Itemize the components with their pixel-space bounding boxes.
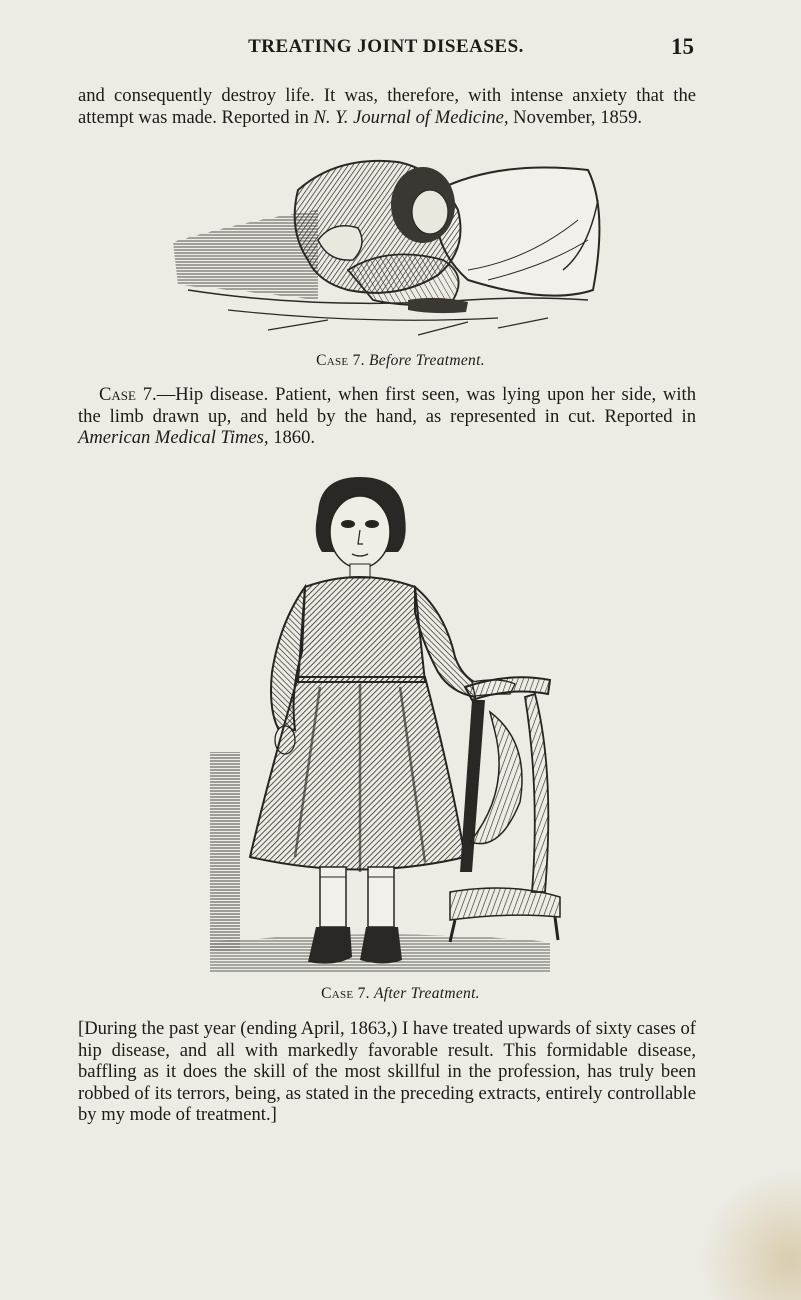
paper-stain: [700, 1170, 801, 1300]
journal-title: American Medical Times,: [78, 427, 269, 448]
caption-label: Case 7.: [316, 352, 365, 369]
after-treatment-illustration: [210, 472, 580, 982]
page-number: 15: [671, 34, 694, 59]
case-label: Case 7.: [99, 384, 157, 405]
paragraph-intro: [78, 85, 696, 128]
paragraph-intro-text: and consequently destroy life. It was, therefore, with intense anxiety that the attempt was made. Reported in: [78, 85, 696, 128]
before-treatment-illustration: [168, 150, 608, 345]
running-title: TREATING JOINT DISEASES.: [248, 36, 524, 57]
paragraph-case-text: —Hip disease. Patient, when first seen, was lying upon her side, with the limb drawn up, and held by the hand, as represented in cut. Reported in: [78, 384, 696, 427]
caption-label: Case 7.: [321, 985, 370, 1002]
caption-title: Before Treatment.: [369, 352, 485, 369]
paragraph-case-tail: 1860.: [268, 427, 316, 448]
page-header: [78, 36, 694, 66]
figure-caption-after: [0, 985, 801, 1003]
paragraph-case: [78, 384, 696, 449]
paragraph-author-note: [During the past year (ending April, 1863,) I have treated upwards of sixty cases of hip disease, and all with markedly favorable result. This formidable disease, baffling as it does the skill of the most skillful in the profession, has truly been robbed of its terrors, being, as stated in the preceding extracts, entirely controllable by my mode of treatment.]: [78, 1018, 696, 1125]
journal-title: N. Y. Journal of Medicine,: [313, 106, 509, 128]
paragraph-intro-tail: November, 1859.: [508, 106, 643, 128]
caption-title: After Treatment.: [374, 985, 480, 1002]
figure-caption-before: [0, 352, 801, 370]
